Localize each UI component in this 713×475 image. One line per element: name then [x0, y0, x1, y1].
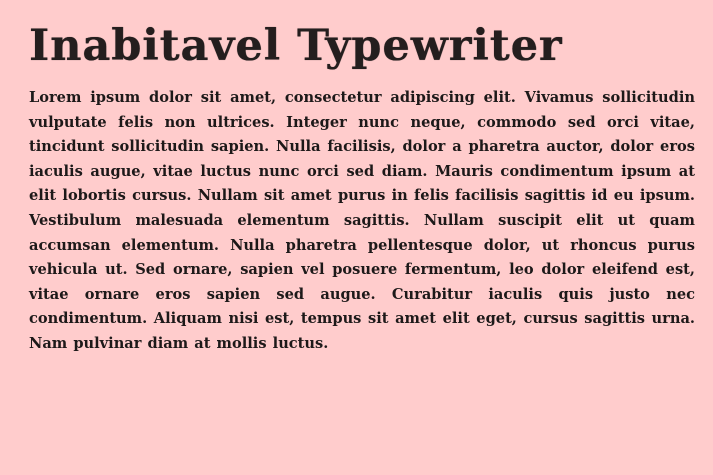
specimen-paragraph: Lorem ipsum dolor sit amet, consectetur adipiscing elit. Vivamus sollicitudin vulputate felis non ultrices. Integer nunc neque, commodo sed orci vitae, tincidunt sollicitudin sapien. Nulla facilisis, dolor a pharetra auctor, dolor eros iaculis augue, vitae luctus nunc orci sed diam. Mauris condimentum ipsum at elit lobortis cursus. Nullam sit amet purus in felis facilisis sagittis id eu ipsum. Vestibulum malesuada elementum sagittis. Nullam suscipit elit ut quam accumsan elementum. Nulla pharetra pellentesque dolor, ut rhoncus purus vehicula ut. Sed ornare, sapien vel posuere fermentum, leo dolor eleifend est, vitae ornare eros sapien sed augue. Curabitur iaculis quis justo nec condimentum. Aliquam nisi est, tempus sit amet elit eget, cursus sagittis urna. Nam pulvinar diam at mollis luctus.	[29, 89, 695, 352]
specimen-title: Inabitavel Typewriter	[29, 21, 563, 71]
